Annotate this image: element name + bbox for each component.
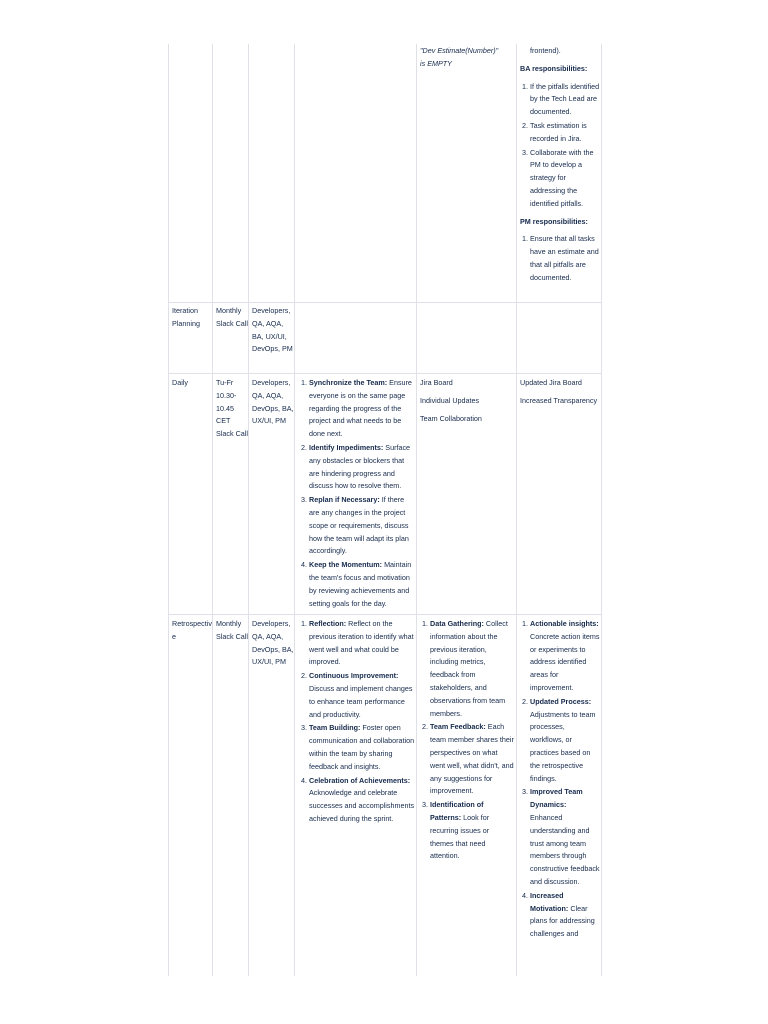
top-row-input-cell xyxy=(420,45,514,71)
list-item xyxy=(530,696,600,786)
list-item: 2. Task estimation is recorded in Jira. xyxy=(530,120,600,146)
row-frequency-retrospective: Monthly Slack Call xyxy=(216,619,248,641)
retro-goals-cell xyxy=(299,618,415,827)
dev-estimate-condition: is EMPTY xyxy=(420,58,452,68)
row-name-iteration: Iteration Planning xyxy=(172,306,200,328)
list-item xyxy=(530,890,600,941)
table-row-divider xyxy=(168,373,602,374)
retro-outputs-cell xyxy=(520,618,600,942)
table-row-divider xyxy=(168,302,602,303)
item-text: Collect information about the previous iteration, including metrics, feedback from stakeholders, and observations from team members. xyxy=(430,619,508,718)
list-item xyxy=(309,377,415,441)
list-item xyxy=(309,775,415,826)
input-item: Individual Updates xyxy=(420,395,480,405)
row-frequency-daily: Tu-Fr 10.30-10.45 CET Slack Call xyxy=(216,378,248,439)
table-row-divider xyxy=(168,614,602,615)
item-title: Identify Impediments: xyxy=(309,442,384,452)
retro-goals-list xyxy=(299,618,415,826)
item-title: Team Feedback: xyxy=(430,722,486,732)
list-item: 1. Ensure that all tasks have an estimate and that all pitfalls are documented. xyxy=(530,233,600,284)
item-text: Discuss and implement changes to enhance team performance and productivity. xyxy=(309,683,413,719)
item-title: Identification of Patterns: xyxy=(430,800,484,822)
item-text: Maintain the team's focus and motivation by reviewing achievements and setting goals for the day. xyxy=(309,560,412,608)
table-border xyxy=(516,44,517,976)
list-item xyxy=(309,618,415,669)
item-text: Adjustments to team processes, workflows, or practices based on the retrospective findings. xyxy=(530,709,596,783)
item-text: Reflect on the previous iteration to identify what went well and what could be improved. xyxy=(309,619,414,667)
retro-inputs-list xyxy=(420,618,514,863)
item-text: Acknowledge and celebrate successes and accomplishments achieved during the sprint. xyxy=(309,788,415,823)
daily-inputs-cell xyxy=(420,377,514,430)
top-row-output-cell xyxy=(520,45,600,286)
pm-heading xyxy=(520,216,600,229)
item-text: Enhanced understanding and trust among team members through constructive feedback and discussion. xyxy=(530,812,600,886)
item-text: Concrete action items or experiments to address identified areas for improvement. xyxy=(530,631,600,692)
list-item xyxy=(430,799,514,863)
list-item: 3. Collaborate with the PM to develop a strategy for addressing the identified pitfalls. xyxy=(530,147,600,211)
list-item xyxy=(309,670,415,721)
ba-list xyxy=(520,81,600,211)
item-text: Ensure everyone is on the same page regarding the progress of the project and what needs to be done next. xyxy=(309,378,412,439)
daily-goals-list xyxy=(299,377,415,610)
list-item xyxy=(530,618,600,695)
table-border xyxy=(168,44,169,976)
item-text: Surface any obstacles or blockers that are hindering progress and discuss how to resolve them. xyxy=(309,442,411,491)
list-item xyxy=(309,442,415,493)
item-text: Each team member shares their perspectives on what went well, what didn't, and any suggestions for improvement. xyxy=(430,722,514,796)
row-name-retrospective: Retrospective xyxy=(172,619,212,641)
pm-heading-text: PM responsibilities: xyxy=(520,216,588,226)
retro-outputs-list xyxy=(520,618,600,941)
output-item: Updated Jira Board xyxy=(520,378,582,387)
item-title: Keep the Momentum: xyxy=(309,560,383,570)
item-title: Continuous Improvement: xyxy=(309,671,399,681)
item-title: Reflection: xyxy=(309,619,347,628)
item-text: Clear plans for addressing challenges and xyxy=(530,903,595,939)
item-text: If there are any changes in the project scope or requirements, discuss how the team will adapt its plan accordingly. xyxy=(309,495,409,556)
list-item: 1. If the pitfalls identified by the Tech Lead are documented. xyxy=(530,81,600,119)
item-title: Updated Process: xyxy=(530,696,592,706)
list-item xyxy=(430,721,514,798)
dev-estimate-field: "Dev Estimate(Number)" xyxy=(420,46,499,55)
list-item xyxy=(530,786,600,888)
row-participants-iteration: Developers, QA, AQA, BA, UX/UI, DevOps, PM xyxy=(252,306,293,354)
table-border xyxy=(601,44,602,976)
retro-inputs-cell xyxy=(420,618,514,864)
ba-heading xyxy=(520,63,600,76)
table-border xyxy=(212,44,213,976)
input-item: Team Collaboration xyxy=(420,413,482,423)
daily-outputs-cell xyxy=(520,377,600,413)
table-border xyxy=(416,44,417,976)
item-title: Increased Motivation: xyxy=(530,890,569,913)
row-frequency-iteration: Monthly Slack Call xyxy=(216,306,248,328)
table-border xyxy=(248,44,249,976)
list-item xyxy=(430,618,514,720)
item-title: Improved Team Dynamics: xyxy=(530,787,583,810)
pm-list xyxy=(520,233,600,284)
item-title: Data Gathering: xyxy=(430,619,484,628)
row-name-daily: Daily xyxy=(172,378,188,387)
input-item: Jira Board xyxy=(420,378,453,387)
row-participants-retrospective: Developers, QA, AQA, DevOps, BA, UX/UI, PM xyxy=(252,619,294,667)
output-item: Increased Transparency xyxy=(520,395,598,405)
list-item xyxy=(309,722,415,773)
list-item xyxy=(309,559,415,610)
ba-heading-text: BA responsibilities: xyxy=(520,63,588,73)
daily-goals-cell xyxy=(299,377,415,611)
item-text: Foster open communication and collaboration within the team by sharing feedback and insights. xyxy=(309,723,415,771)
item-title: Synchronize the Team: xyxy=(309,378,388,387)
list-item xyxy=(309,494,415,558)
item-title: Celebration of Achievements: xyxy=(309,775,411,785)
item-title: Replan if Necessary: xyxy=(309,495,380,505)
item-title: Actionable insights: xyxy=(530,619,599,628)
item-title: Team Building: xyxy=(309,723,361,733)
row-participants-daily: Developers, QA, AQA, DevOps, BA, UX/UI, PM xyxy=(252,378,294,426)
table-border xyxy=(294,44,295,976)
carry-text: frontend). xyxy=(530,46,561,55)
item-text: Look for recurring issues or themes that need attention. xyxy=(430,812,490,861)
